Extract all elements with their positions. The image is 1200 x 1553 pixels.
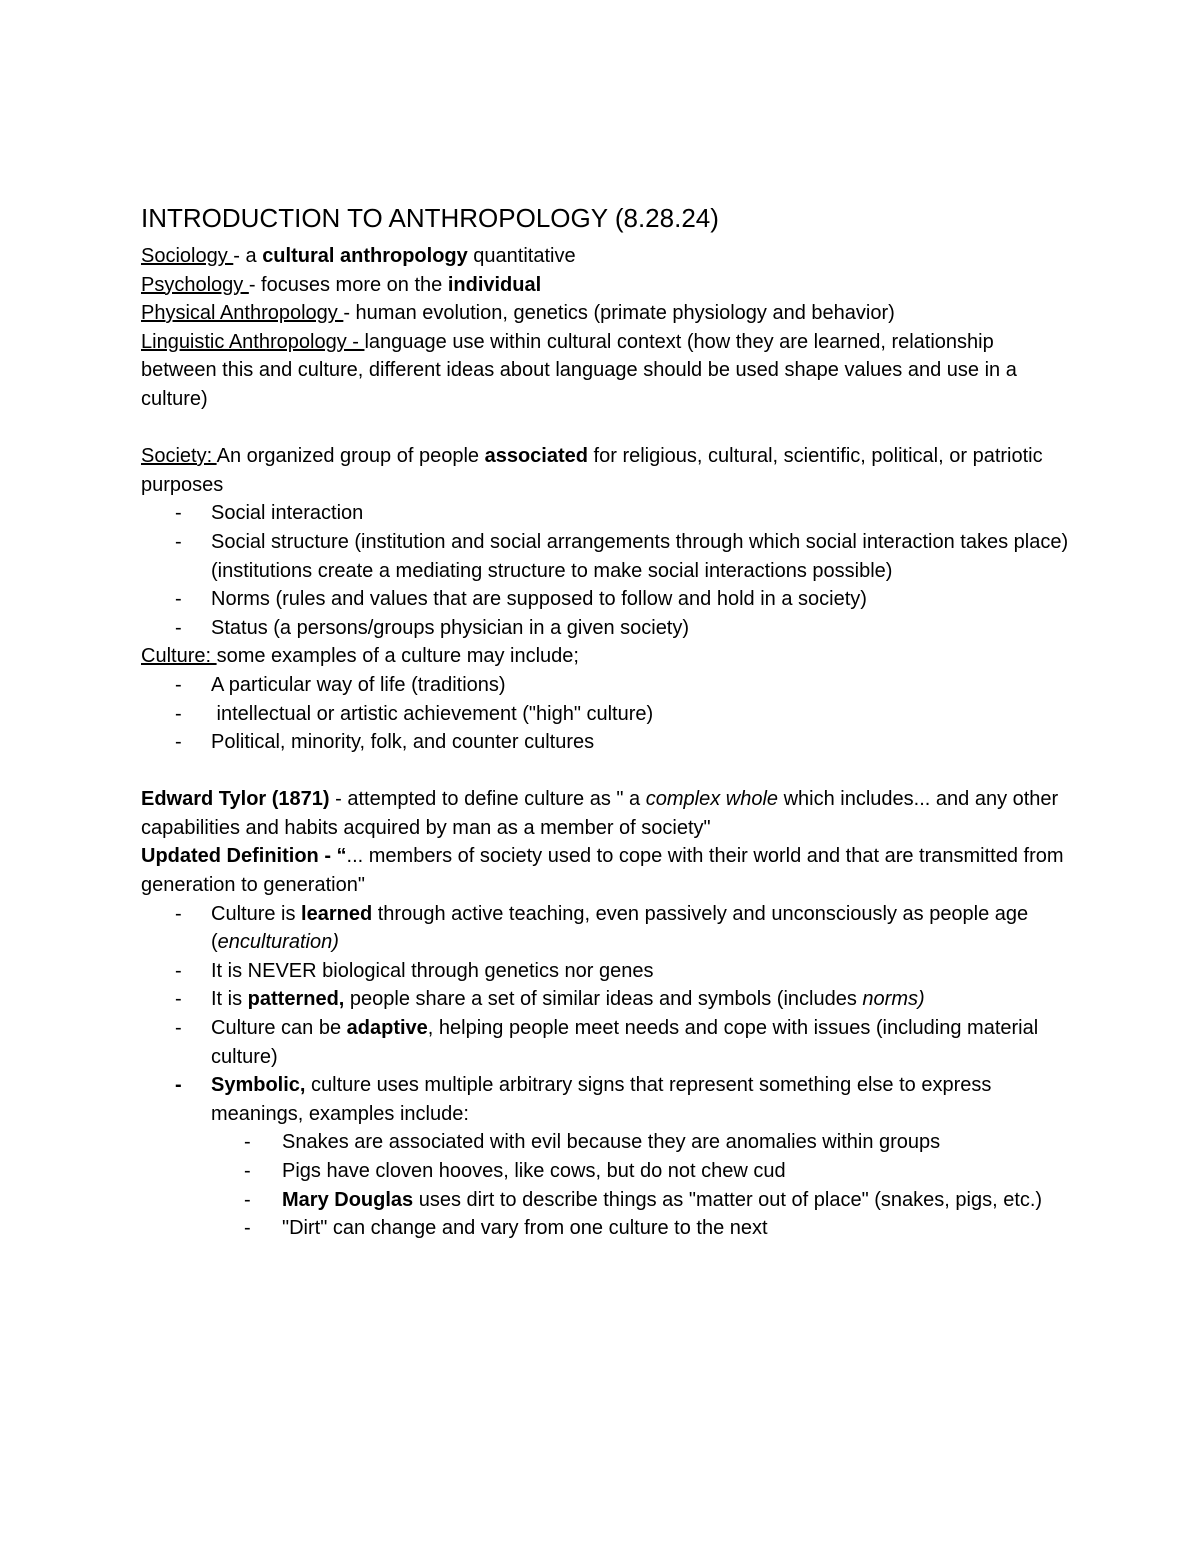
item-text: culture uses multiple arbitrary signs that represent something else to express meanings, examples include: bbox=[211, 1074, 992, 1125]
definition-sociology bbox=[141, 242, 1071, 271]
bold-text: Edward Tylor (1871) bbox=[141, 788, 330, 811]
definition-linguistic-anthropology bbox=[141, 328, 1071, 414]
list-item bbox=[211, 1071, 1071, 1243]
italic-text: enculturation) bbox=[217, 931, 339, 954]
definition-text: - human evolution, genetics (primate physiology and behavior) bbox=[343, 302, 895, 325]
list-item: - intellectual or artistic achievement ("high" culture) bbox=[211, 700, 1071, 729]
italic-text: norms) bbox=[862, 988, 925, 1011]
definition-text: for religious, cultural, scientific, political, or patriotic purposes bbox=[141, 445, 1043, 496]
definition-text: which includes... and any other capabilities and habits acquired by man as a member of society" bbox=[141, 788, 1059, 839]
list-item: - Snakes are associated with evil because they are anomalies within groups bbox=[282, 1128, 1071, 1157]
bold-text: learned bbox=[301, 902, 373, 925]
culture-definition bbox=[141, 642, 1071, 671]
definition-text: quantitative bbox=[467, 245, 576, 267]
definition-text: - focuses more on the bbox=[248, 273, 448, 296]
bold-text: Updated Definition - “ bbox=[141, 845, 347, 868]
document-body bbox=[141, 200, 1071, 1243]
definition-physical-anthropology bbox=[141, 299, 1071, 328]
definition-text: - a bbox=[233, 245, 263, 267]
list-item: - Norms (rules and values that are supposed to follow and hold in a society) bbox=[211, 585, 1071, 614]
list-item bbox=[211, 1014, 1071, 1071]
list-item: - Political, minority, folk, and counter cultures bbox=[211, 728, 1071, 757]
list-item: - A particular way of life (traditions) bbox=[211, 671, 1071, 700]
term-psychology: Psychology bbox=[141, 273, 249, 296]
term-culture: Culture: bbox=[141, 645, 217, 668]
bold-text: Mary Douglas bbox=[282, 1188, 414, 1211]
list-item bbox=[282, 1186, 1071, 1215]
definition-psychology bbox=[141, 271, 1071, 300]
term-physical-anthropology: Physical Anthropology bbox=[141, 302, 344, 325]
list-item bbox=[211, 900, 1071, 957]
society-list bbox=[141, 499, 1071, 642]
bold-text: patterned, bbox=[247, 988, 345, 1011]
bold-text: associated bbox=[484, 445, 588, 468]
bold-text: individual bbox=[447, 273, 542, 296]
list-item bbox=[211, 985, 1071, 1014]
definition-text: language use within cultural context (how they are learned, relationship between this and culture, different ideas about language should be used shape values and use in a culture) bbox=[141, 330, 1017, 410]
term-society: Society: bbox=[141, 445, 217, 468]
updated-definition bbox=[141, 842, 1071, 899]
item-text: Culture can be bbox=[211, 1017, 347, 1040]
definition-text: ... members of society used to cope with their world and that are transmitted from generation to generation" bbox=[141, 845, 1064, 897]
tylor-definition bbox=[141, 785, 1071, 842]
term-sociology: Sociology bbox=[141, 245, 234, 267]
bold-text: Symbolic, bbox=[211, 1074, 306, 1097]
list-item: - It is NEVER biological through genetics nor genes bbox=[211, 957, 1071, 986]
culture-list bbox=[141, 671, 1071, 757]
definition-text: An organized group of people bbox=[216, 445, 485, 468]
spacer bbox=[141, 757, 1071, 786]
culture-traits-list bbox=[141, 900, 1071, 1243]
item-text: Culture is bbox=[211, 902, 302, 925]
term-linguistic-anthropology: Linguistic Anthropology - bbox=[141, 330, 365, 353]
definition-text: - attempted to define culture as " a bbox=[329, 788, 646, 811]
item-text: uses dirt to describe things as "matter out of place" (snakes, pigs, etc.) bbox=[413, 1188, 1043, 1211]
list-item: - Pigs have cloven hooves, like cows, but do not chew cud bbox=[282, 1157, 1071, 1186]
item-text: It is bbox=[211, 988, 248, 1011]
item-text: , helping people meet needs and cope with issues (including material culture) bbox=[211, 1017, 1039, 1068]
page-title: INTRODUCTION TO ANTHROPOLOGY (8.28.24) bbox=[141, 203, 719, 233]
society-definition bbox=[141, 442, 1071, 499]
definition-text: some examples of a culture may include; bbox=[216, 645, 579, 668]
list-item: - Status (a persons/groups physician in a given society) bbox=[211, 614, 1071, 643]
list-item: - "Dirt" can change and vary from one culture to the next bbox=[282, 1214, 1071, 1243]
list-item: - Social structure (institution and social arrangements through which social interaction takes place) (institutions create a mediating structure to make social interactions possible) bbox=[211, 528, 1071, 585]
bold-text: adaptive bbox=[346, 1017, 428, 1040]
list-item: - Social interaction bbox=[211, 499, 1071, 528]
item-text: through active teaching, even passively and unconsciously as people age ( bbox=[211, 902, 1029, 954]
bold-text: cultural anthropology bbox=[262, 245, 468, 267]
symbolic-examples-list bbox=[211, 1128, 1071, 1242]
spacer bbox=[141, 414, 1071, 443]
item-text: people share a set of similar ideas and symbols (includes bbox=[344, 988, 863, 1011]
italic-text: complex whole bbox=[645, 788, 779, 811]
